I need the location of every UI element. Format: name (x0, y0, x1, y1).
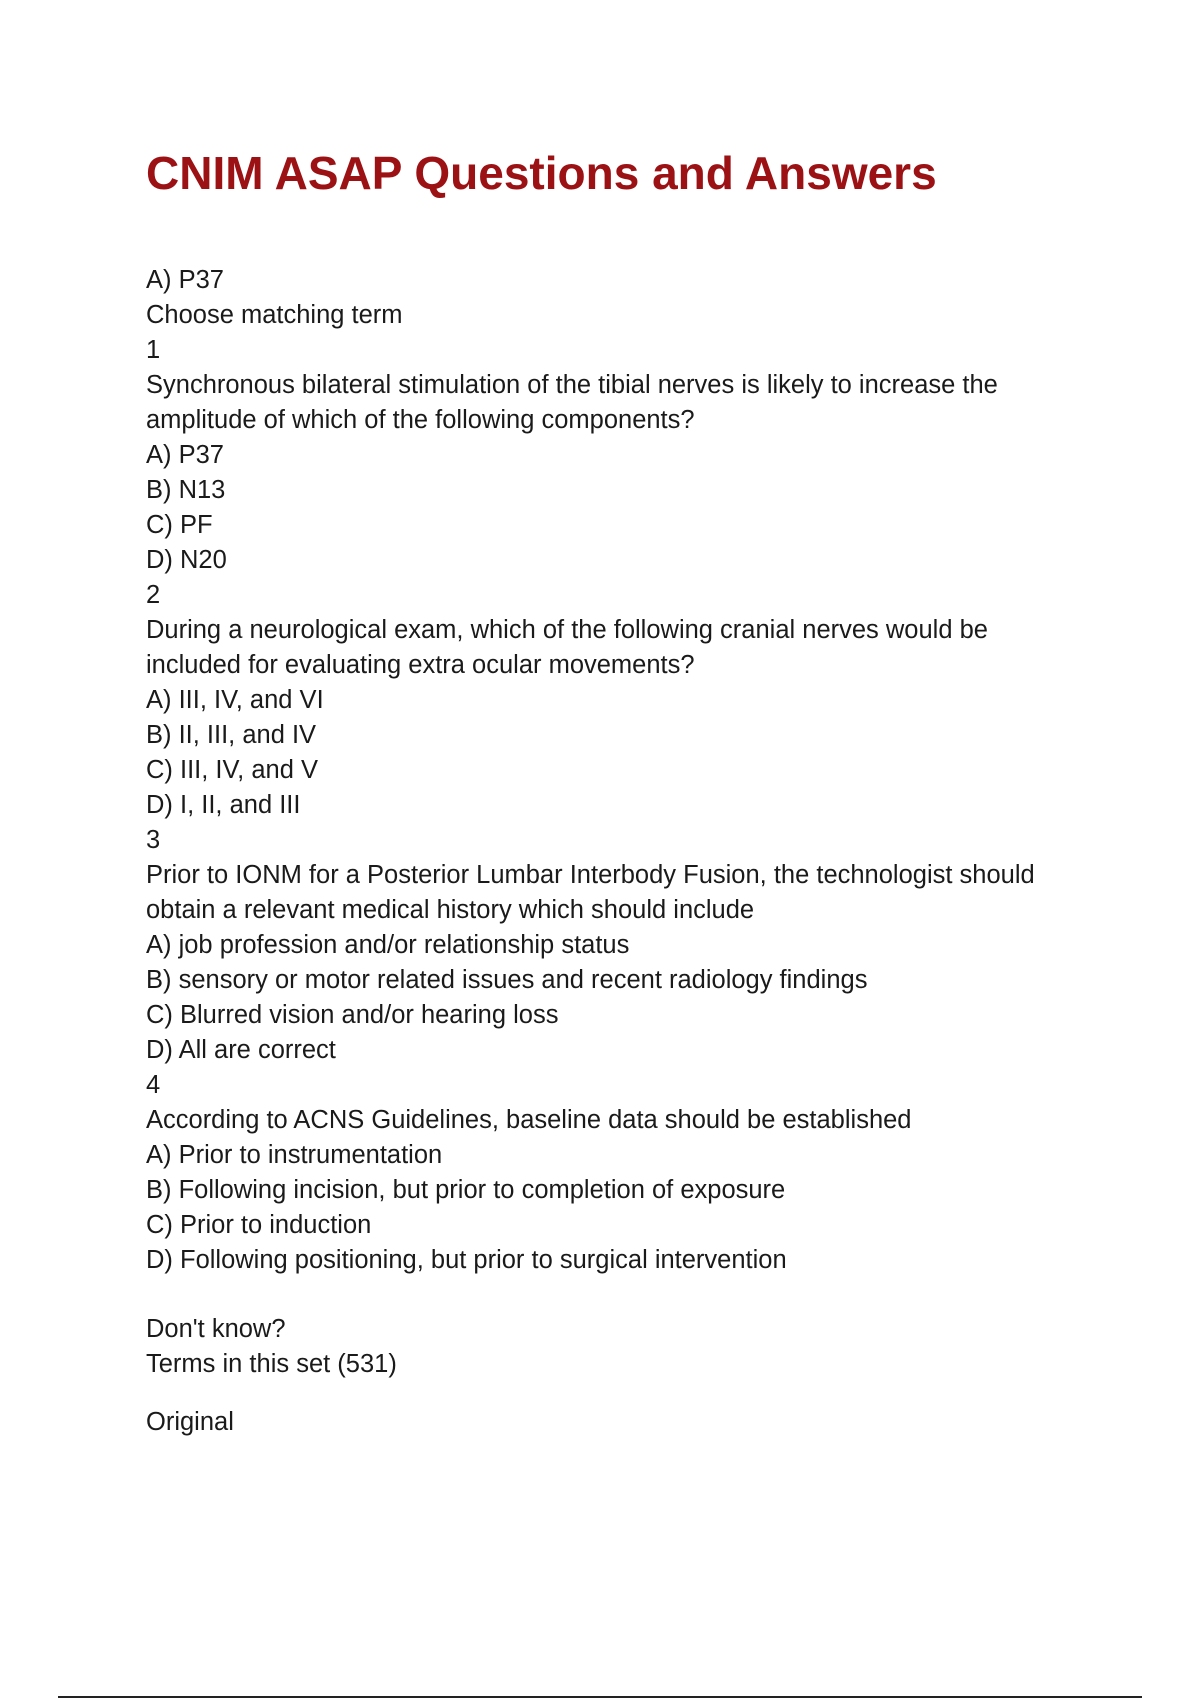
answer-option: A) Prior to instrumentation (146, 1141, 443, 1169)
intro-prompt: Choose matching term (146, 301, 403, 329)
answer-option: C) Blurred vision and/or hearing loss (146, 1001, 559, 1029)
answer-option: A) P37 (146, 441, 224, 469)
terms-count: Terms in this set (531) (146, 1350, 397, 1378)
answer-option: C) Prior to induction (146, 1211, 372, 1239)
answer-option: A) job profession and/or relationship status (146, 931, 630, 959)
answer-option: B) sensory or motor related issues and recent radiology findings (146, 966, 868, 994)
answer-option: A) III, IV, and VI (146, 686, 324, 714)
answer-option: D) I, II, and III (146, 791, 301, 819)
question-number: 3 (146, 826, 161, 854)
answer-option: B) N13 (146, 476, 226, 504)
answer-option: B) Following incision, but prior to completion of exposure (146, 1176, 786, 1204)
answer-option: B) II, III, and IV (146, 721, 317, 749)
document-body (146, 263, 1076, 1440)
question-text: During a neurological exam, which of the following cranial nerves would be included for evaluating extra ocular movements? (146, 616, 988, 679)
dont-know-text: Don't know? (146, 1315, 286, 1343)
question-text: According to ACNS Guidelines, baseline data should be established (146, 1106, 912, 1134)
question-text: Synchronous bilateral stimulation of the tibial nerves is likely to increase the amplitude of which of the following components? (146, 371, 998, 434)
question-number: 2 (146, 581, 161, 609)
answer-option: C) III, IV, and V (146, 756, 318, 784)
question-number: 4 (146, 1071, 161, 1099)
page-title: CNIM ASAP Questions and Answers (146, 147, 937, 199)
question-text: Prior to IONM for a Posterior Lumbar Interbody Fusion, the technologist should obtain a relevant medical history which should include (146, 861, 1035, 924)
original-label: Original (146, 1408, 234, 1436)
answer-option: D) N20 (146, 546, 227, 574)
answer-option: C) PF (146, 511, 213, 539)
footer-divider (58, 1696, 1142, 1698)
intro-answer: A) P37 (146, 266, 224, 294)
spacer (146, 1278, 1076, 1312)
question-number: 1 (146, 336, 161, 364)
answer-option: D) All are correct (146, 1036, 336, 1064)
spacer (146, 1382, 1076, 1405)
answer-option: D) Following positioning, but prior to surgical intervention (146, 1246, 787, 1274)
